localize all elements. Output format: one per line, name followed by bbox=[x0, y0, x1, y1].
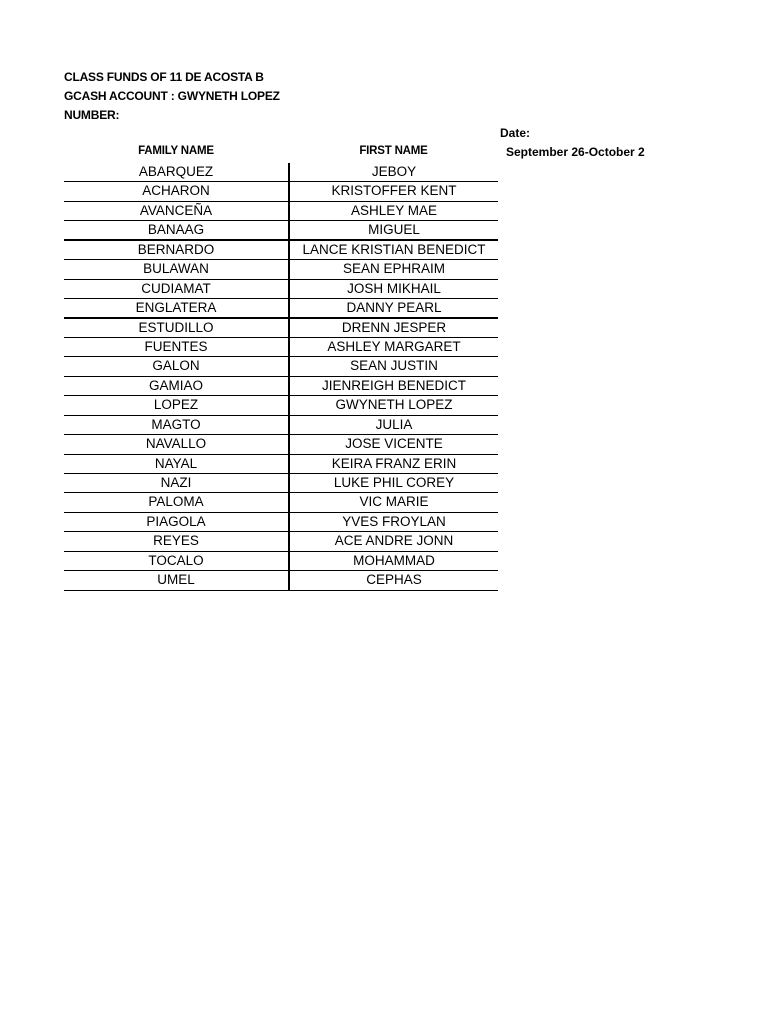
column-header-family-name: FAMILY NAME bbox=[138, 145, 214, 157]
first-name-cell: ASHLEY MARGARET bbox=[327, 338, 461, 354]
table-row bbox=[64, 474, 498, 493]
first-name-cell: LUKE PHIL COREY bbox=[333, 475, 455, 490]
date-value: September 26-October 2 bbox=[506, 145, 645, 159]
family-name-cell: GAMIAO bbox=[64, 377, 290, 395]
first-name-cell: SEAN JUSTIN bbox=[350, 358, 438, 374]
first-name-cell: MIGUEL bbox=[368, 222, 420, 238]
table-row bbox=[64, 493, 498, 512]
family-name-cell: ABARQUEZ bbox=[64, 163, 290, 181]
gcash-account: GCASH ACCOUNT : GWYNETH LOPEZ bbox=[64, 89, 280, 103]
first-name-cell: ASHLEY MAE bbox=[350, 202, 438, 218]
table-row bbox=[64, 357, 498, 376]
table-row bbox=[64, 552, 498, 571]
family-name-cell: LOPEZ bbox=[64, 396, 290, 414]
table-row bbox=[64, 280, 498, 299]
first-name-cell: JIENREIGH BENEDICT bbox=[321, 377, 467, 393]
table-row bbox=[64, 202, 498, 221]
table-row bbox=[64, 455, 498, 474]
family-name-cell: AVANCEÑA bbox=[64, 202, 290, 220]
family-name-cell: NAYAL bbox=[64, 455, 290, 473]
table-row bbox=[64, 416, 498, 435]
column-header-first-name: FIRST NAME bbox=[359, 145, 428, 157]
table-row bbox=[64, 182, 498, 201]
table-row bbox=[64, 396, 498, 415]
family-name-cell: UMEL bbox=[64, 571, 290, 589]
table-row bbox=[64, 260, 498, 279]
first-name-cell: GWYNETH LOPEZ bbox=[335, 397, 453, 413]
first-name-cell: VIC MARIE bbox=[359, 494, 429, 510]
first-name-cell: JOSE VICENTE bbox=[345, 436, 443, 452]
family-name-cell: ENGLATERA bbox=[64, 299, 290, 316]
family-name-cell: NAVALLO bbox=[64, 435, 290, 453]
first-name-cell: KRISTOFFER KENT bbox=[331, 183, 457, 199]
table-row bbox=[64, 299, 498, 318]
table-row bbox=[64, 221, 498, 240]
table-row bbox=[64, 241, 498, 260]
first-name-cell: CEPHAS bbox=[366, 572, 422, 588]
table-row bbox=[64, 377, 498, 396]
first-name-cell: MOHAMMAD bbox=[353, 552, 435, 568]
family-name-cell: BANAAG bbox=[64, 221, 290, 238]
family-name-cell: MAGTO bbox=[64, 416, 290, 434]
family-name-cell: PIAGOLA bbox=[64, 513, 290, 531]
family-name-cell: PALOMA bbox=[64, 493, 290, 511]
table-row bbox=[64, 435, 498, 454]
family-name-cell: CUDIAMAT bbox=[64, 280, 290, 298]
first-name-cell: LANCE KRISTIAN BENEDICT bbox=[302, 241, 486, 257]
family-name-cell: BERNARDO bbox=[64, 241, 290, 259]
table-row bbox=[64, 319, 498, 338]
first-name-cell: JULIA bbox=[375, 416, 413, 432]
roster-table bbox=[64, 163, 498, 591]
table-row bbox=[64, 571, 498, 590]
family-name-cell: TOCALO bbox=[64, 552, 290, 570]
first-name-cell: JEBOY bbox=[371, 164, 417, 179]
table-row bbox=[64, 532, 498, 551]
first-name-cell: SEAN EPHRAIM bbox=[342, 261, 446, 277]
family-name-cell: ESTUDILLO bbox=[64, 319, 290, 337]
first-name-cell: YVES FROYLAN bbox=[342, 513, 446, 529]
table-row bbox=[64, 513, 498, 532]
date-label: Date: bbox=[500, 126, 531, 140]
first-name-cell: KEIRA FRANZ ERIN bbox=[331, 455, 457, 471]
family-name-cell: GALON bbox=[64, 357, 290, 375]
table-row bbox=[64, 338, 498, 357]
family-name-cell: BULAWAN bbox=[64, 260, 290, 278]
number-label: NUMBER: bbox=[64, 108, 120, 122]
family-name-cell: ACHARON bbox=[64, 182, 290, 200]
first-name-cell: ACE ANDRE JONN bbox=[334, 533, 454, 549]
first-name-cell: JOSH MIKHAIL bbox=[347, 280, 441, 296]
family-name-cell: FUENTES bbox=[64, 338, 290, 356]
table-row bbox=[64, 163, 498, 182]
first-name-cell: DRENN JESPER bbox=[341, 319, 447, 335]
family-name-cell: NAZI bbox=[64, 474, 290, 492]
family-name-cell: REYES bbox=[64, 532, 290, 550]
document-title: CLASS FUNDS OF 11 DE ACOSTA B bbox=[64, 70, 264, 84]
first-name-cell: DANNY PEARL bbox=[346, 300, 442, 316]
